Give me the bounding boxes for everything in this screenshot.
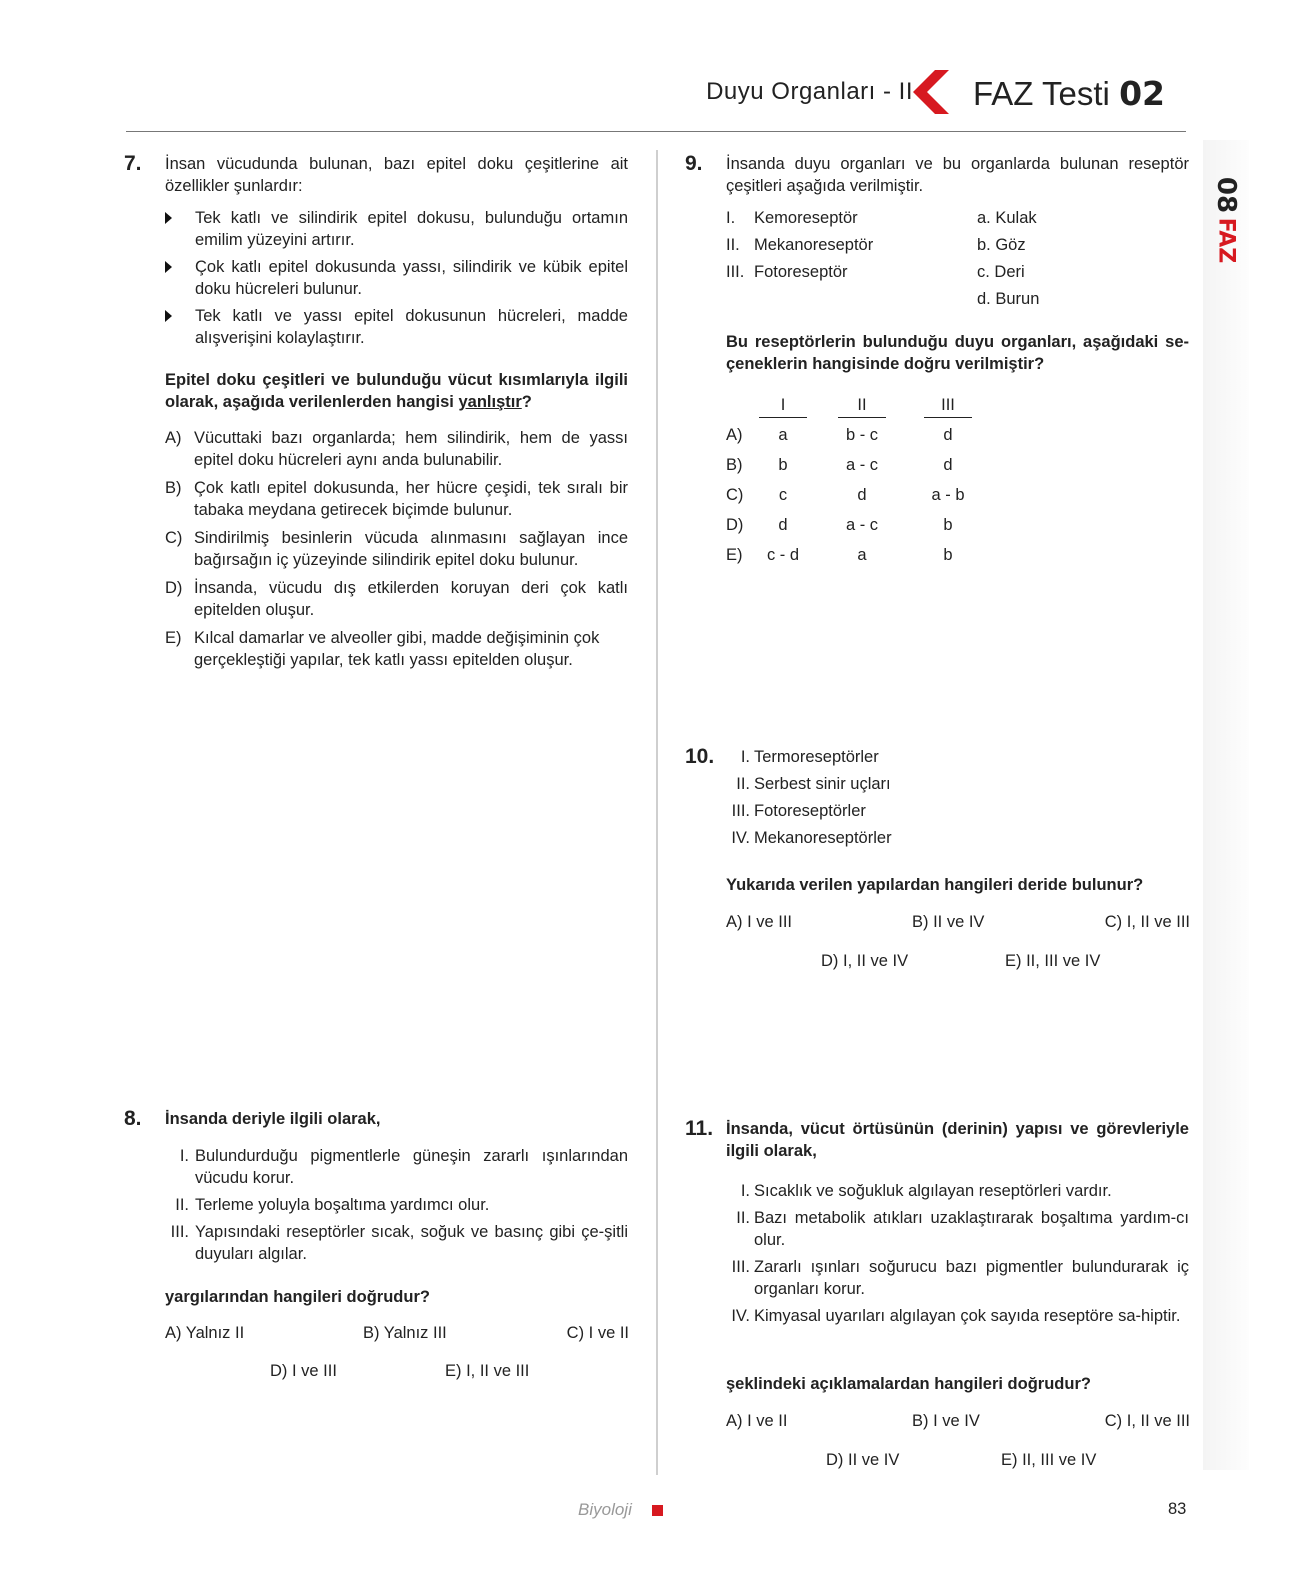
table-cell: a xyxy=(778,426,788,444)
list-item: c. Deri xyxy=(977,263,1025,281)
table-cell: d xyxy=(943,426,953,444)
option-e[interactable]: E) II, III ve IV xyxy=(1005,952,1101,970)
table-cell: c - d xyxy=(766,546,800,564)
option-a[interactable]: A) I ve III xyxy=(726,913,793,931)
list-item: II. Terleme yoluyla boşaltıma yardımcı olur. xyxy=(175,1196,490,1214)
list-item: III. Yapısındaki reseptörler sıcak, soğuk ve basınç gibi çe-şitli duyuları algılar. xyxy=(170,1223,628,1263)
list-item: I. Kemoreseptör xyxy=(726,209,858,227)
option-b[interactable]: B) Yalnız III xyxy=(363,1324,447,1342)
option-e[interactable]: E) II, III ve IV xyxy=(1001,1451,1097,1469)
list-item: II. Serbest sinir uçları xyxy=(736,775,891,793)
option-letter: C) xyxy=(726,486,744,504)
question-intro: İnsan vücudunda bulunan, bazı epitel doku çeşitlerine ait özellikler şunlardır: xyxy=(165,155,628,195)
question-number: 10. xyxy=(685,745,715,768)
option-d[interactable]: D) I, II ve IV xyxy=(821,952,909,970)
table-cell: a - c xyxy=(845,456,879,474)
option-letter: D) xyxy=(726,516,744,534)
question-stem: Bu reseptörlerin bulunduğu duyu organları, aşağıdaki se-çeneklerin hangisinde doğru verilmiştir? xyxy=(726,333,1189,373)
list-item: I. Bulundurduğu pigmentlerle güneşin zararlı ışınlarından vücudu korur. xyxy=(179,1147,628,1187)
table-cell: a - b xyxy=(931,486,965,504)
table-cell: a - c xyxy=(845,516,879,534)
answer-options xyxy=(165,427,628,671)
chevron-left-icon xyxy=(905,70,951,114)
option-b[interactable]: B) II ve IV xyxy=(912,913,985,931)
statement-list xyxy=(726,746,1189,854)
column-divider xyxy=(656,150,658,1475)
side-tab xyxy=(1203,150,1249,264)
table-cell: b xyxy=(943,516,953,534)
list-item: III. Fotoreseptörler xyxy=(731,802,866,820)
question-stem: şeklindeki açıklamalardan hangileri doğrudur? xyxy=(726,1375,1091,1393)
list-item: Çok katlı epitel dokusunda yassı, silindirik ve kübik epitel doku hücreleri bulunur. xyxy=(165,256,628,300)
question-number: 9. xyxy=(685,152,703,175)
option-d[interactable]: D) II ve IV xyxy=(826,1451,900,1469)
option-c[interactable]: C) Sindirilmiş besinlerin vücuda alınmasını sağlayan ince bağırsağın iç yüzeyinde silindirik epitel doku bulunur. xyxy=(165,529,628,569)
option-c[interactable]: C) I, II ve III xyxy=(1104,1412,1190,1430)
table-cell: b xyxy=(778,456,788,474)
question-stem: yargılarından hangileri doğrudur? xyxy=(165,1288,430,1306)
statement-list xyxy=(726,1180,1189,1332)
test-title: FAZ Testi 02 xyxy=(972,74,1165,113)
bullet-icon xyxy=(165,212,172,224)
option-letter: A) xyxy=(726,426,743,444)
option-c[interactable]: C) I, II ve III xyxy=(1104,913,1190,931)
option-e[interactable]: E) I, II ve III xyxy=(445,1362,530,1380)
list-item: III. Fotoreseptör xyxy=(726,263,848,281)
page-number: 83 xyxy=(1168,1500,1187,1518)
option-letter: B) xyxy=(726,456,743,474)
question-number: 11. xyxy=(685,1117,714,1140)
question-stem: Epitel doku çeşitleri ve bulunduğu vücut kısımlarıyla ilgili olarak, aşağıda verilenlerden hangisi yanlıştır? xyxy=(165,371,628,411)
table-cell: b xyxy=(943,546,953,564)
option-e[interactable]: E) Kılcal damarlar ve alveoller gibi, madde değişiminin çok gerçekleştiği yapılar, tek katlı yassı epitelden oluşur. xyxy=(165,629,600,669)
table-cell: d xyxy=(778,516,788,534)
header-divider xyxy=(126,131,1186,132)
list-item: I. Sıcaklık ve soğukluk algılayan reseptörleri vardır. xyxy=(740,1182,1112,1200)
square-icon xyxy=(652,1505,663,1516)
bullet-icon xyxy=(165,261,172,273)
table-header: I xyxy=(759,396,807,418)
question-number: 8. xyxy=(124,1107,142,1130)
table-cell: b - c xyxy=(845,426,879,444)
statement-list xyxy=(165,1145,628,1270)
chapter-title: Duyu Organları - II xyxy=(706,78,913,105)
option-a[interactable]: A) Yalnız II xyxy=(165,1324,245,1342)
organ-list xyxy=(977,207,1039,315)
option-b[interactable]: B) I ve IV xyxy=(912,1412,980,1430)
question-stem: Yukarıda verilen yapılardan hangileri deride bulunur? xyxy=(726,876,1144,894)
list-item: II. Bazı metabolik atıkları uzaklaştırarak boşaltıma yardım-cı olur. xyxy=(736,1209,1189,1249)
question-number: 7. xyxy=(124,152,142,175)
option-d[interactable]: D) İnsanda, vücudu dış etkilerden koruyan deri çok katlı epitelden oluşur. xyxy=(165,579,628,619)
question-intro: İnsanda deriyle ilgili olarak, xyxy=(165,1110,381,1128)
question-7 xyxy=(165,153,628,677)
brand-logo: FAZ xyxy=(1213,217,1239,264)
list-item: I. Termoreseptörler xyxy=(740,748,879,766)
list-item: b. Göz xyxy=(977,236,1026,254)
list-item: Tek katlı ve silindirik epitel dokusu, bulunduğu ortamın emilim yüzeyini artırır. xyxy=(165,207,628,251)
table-cell: c xyxy=(778,486,788,504)
bullet-icon xyxy=(165,310,172,322)
table-header: III xyxy=(924,396,972,418)
table-cell: d xyxy=(943,456,953,474)
side-strip xyxy=(1203,140,1249,1470)
table-cell: d xyxy=(857,486,867,504)
option-d[interactable]: D) I ve III xyxy=(270,1362,337,1380)
option-a[interactable]: A) Vücuttaki bazı organlarda; hem silindirik, hem de yassı epitel doku hücreleri aynı anda bulunabilir. xyxy=(165,429,628,469)
question-intro: İnsanda duyu organları ve bu organlarda bulunan reseptör çeşitleri aşağıda verilmiştir. xyxy=(726,155,1189,195)
list-item: IV. Mekanoreseptörler xyxy=(731,829,892,847)
option-a[interactable]: A) I ve II xyxy=(726,1412,788,1430)
section-number: 08 xyxy=(1211,176,1241,214)
receptor-list xyxy=(726,207,874,288)
table-cell: a xyxy=(857,546,867,564)
list-item: III. Zararlı ışınları soğurucu bazı pigmentler bulundurarak iç organları korur. xyxy=(731,1258,1189,1298)
table-header: II xyxy=(838,396,886,418)
option-b[interactable]: B) Çok katlı epitel dokusunda, her hücre çeşidi, tek sıralı bir tabaka meydana getirecek biçimde bulunur. xyxy=(165,479,628,519)
list-item: d. Burun xyxy=(977,290,1040,308)
question-intro: İnsanda, vücut örtüsünün (derinin) yapısı ve görevleriyle ilgili olarak, xyxy=(726,1120,1189,1160)
subject-label: Biyoloji xyxy=(578,1500,632,1519)
bullet-list xyxy=(165,207,628,349)
list-item: Tek katlı ve yassı epitel dokusunun hücreleri, madde alışverişini kolaylaştırır. xyxy=(165,305,628,349)
list-item: II. Mekanoreseptör xyxy=(726,236,874,254)
list-item: a. Kulak xyxy=(977,209,1037,227)
list-item: IV. Kimyasal uyarıları algılayan çok sayıda reseptöre sa-hiptir. xyxy=(731,1307,1181,1325)
option-letter: E) xyxy=(726,546,743,564)
option-c[interactable]: C) I ve II xyxy=(566,1324,629,1342)
